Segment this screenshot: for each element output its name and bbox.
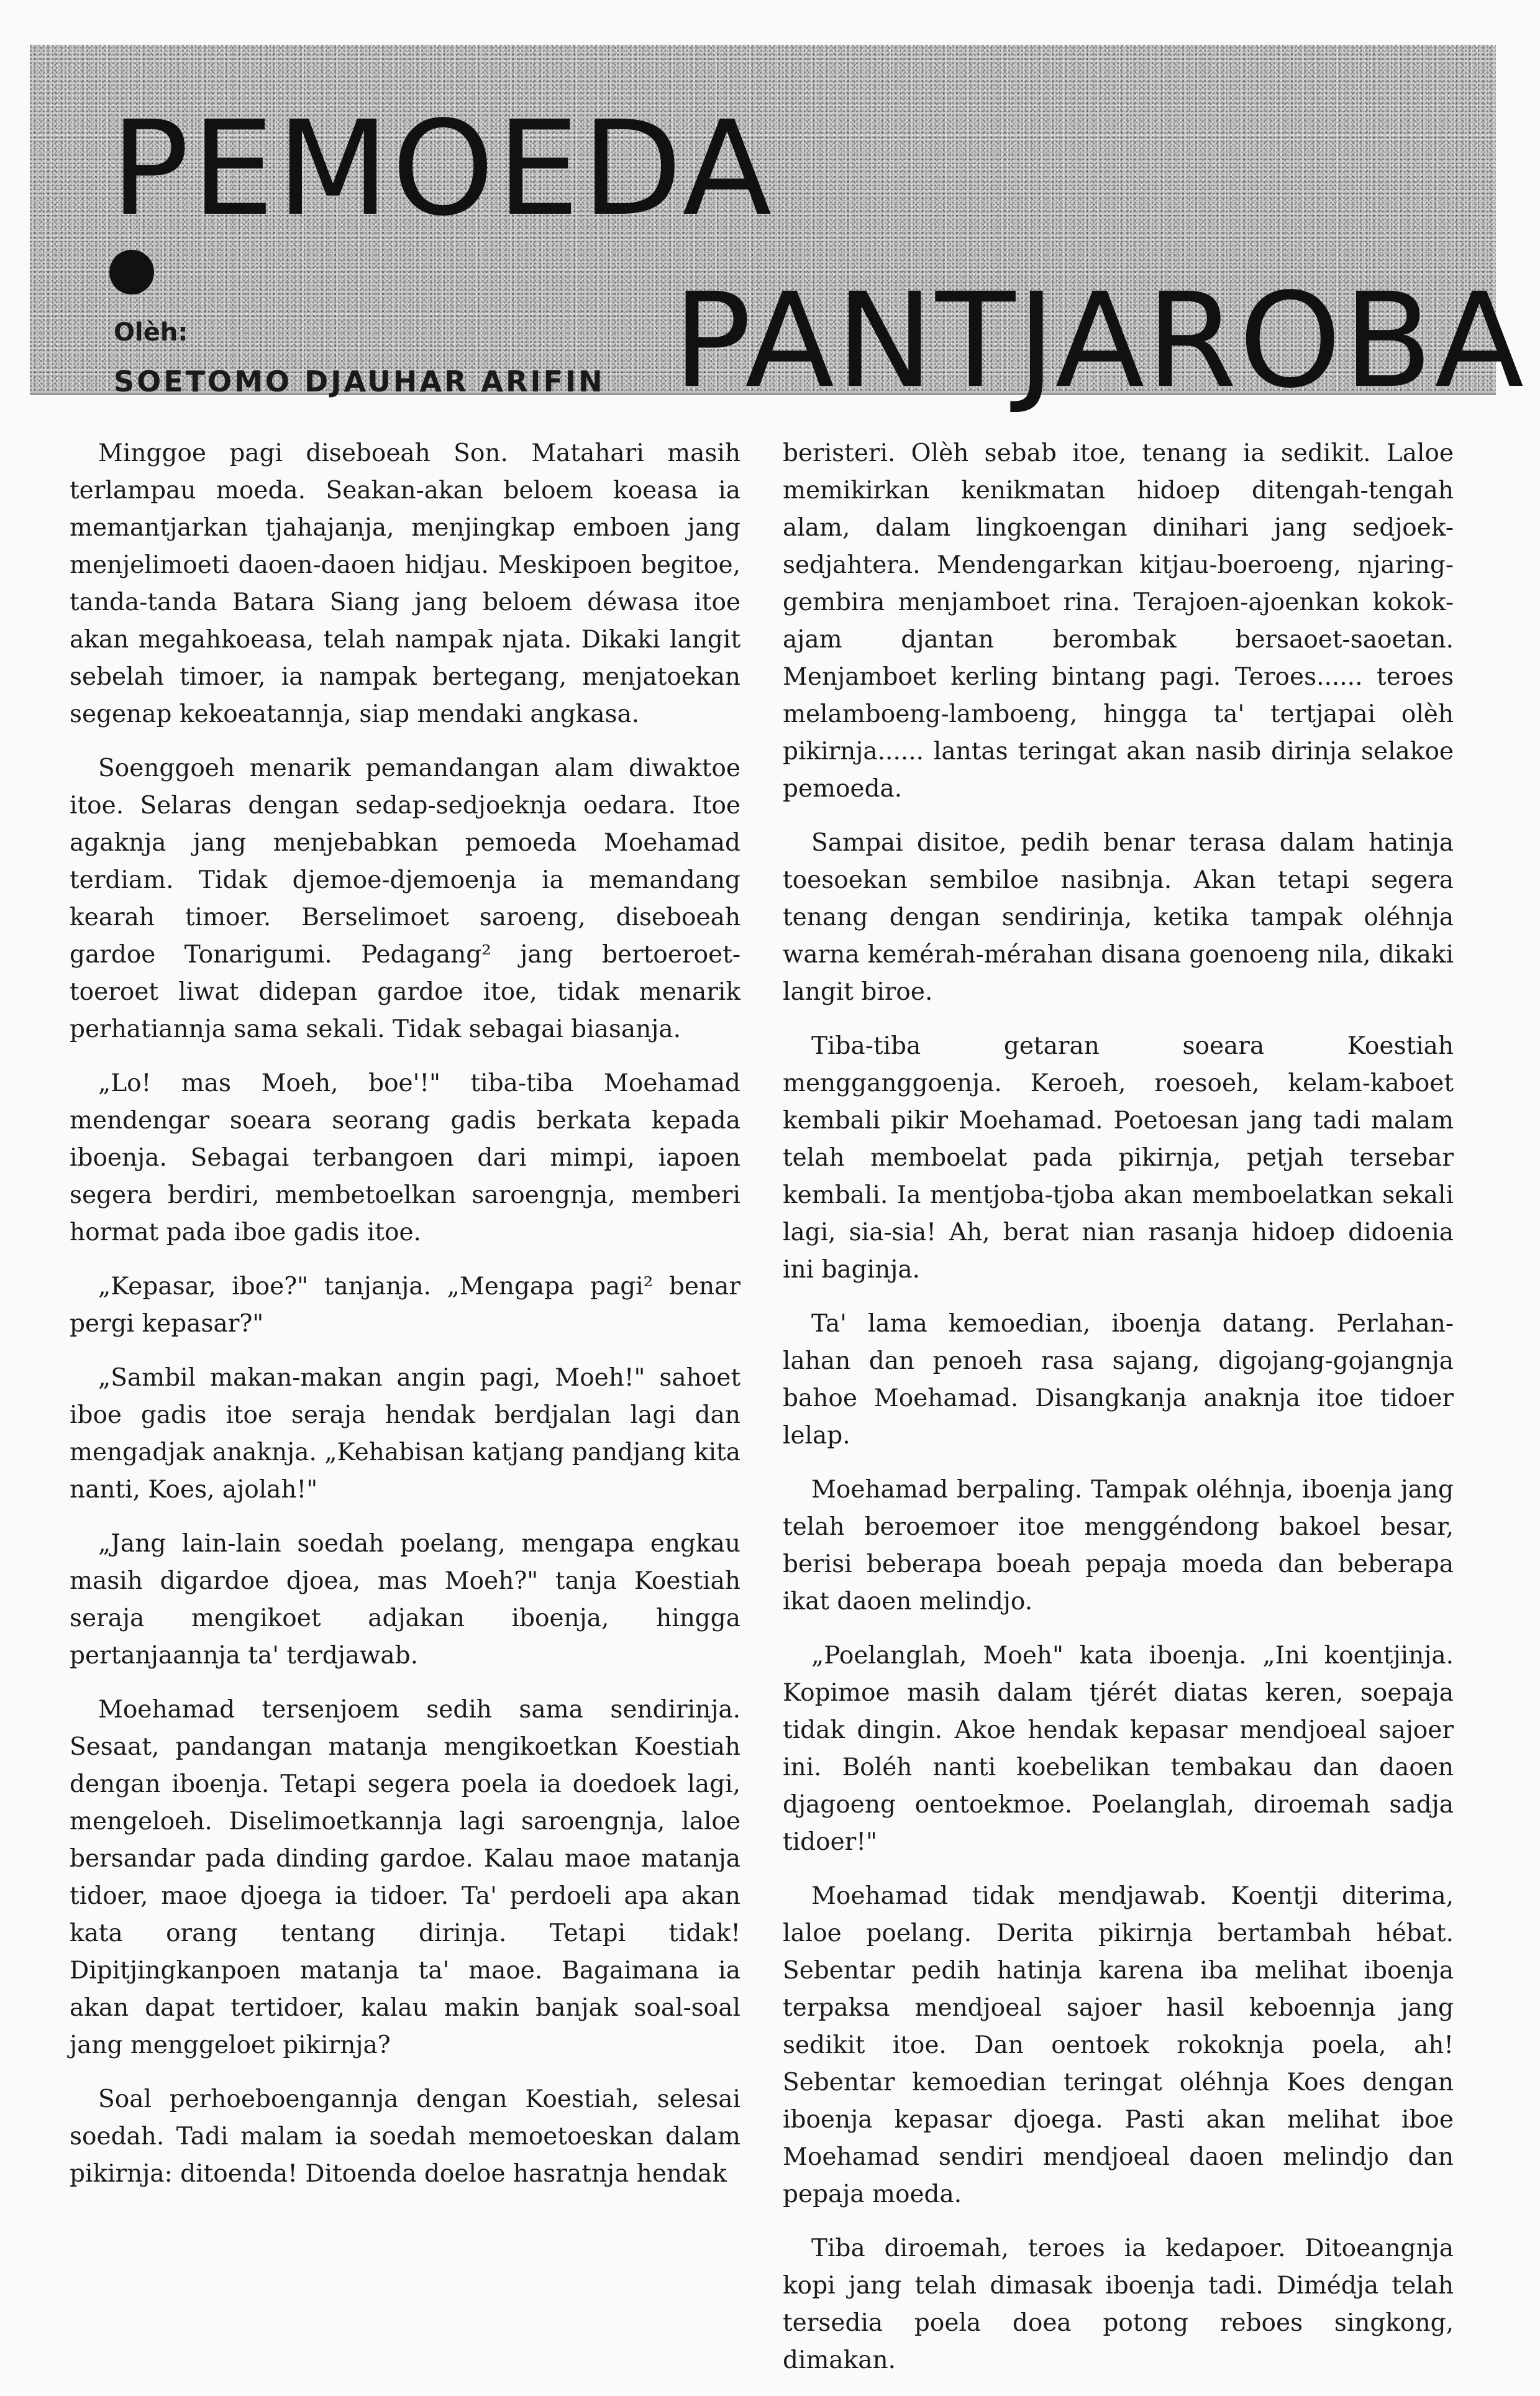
right-text-column (783, 435, 1454, 2396)
left-text-column (70, 435, 740, 2210)
paragraph: „Kepasar, iboe?" tanjanja. „Mengapa pagi² benar pergi kepasar?" (70, 1273, 740, 1338)
paragraph: Minggoe pagi diseboeah Son. Matahari masih terlampau moeda. Seakan-akan beloem koeasa ia memantjarkan tjahajanja, menjingkap emboen jang menjelimoeti daoen-daoen hidjau. Meskipoen begitoe, tanda-tanda Batara Siang jang beloem déwasa itoe akan megahkoeasa, telah nampak njata. Dikaki langit sebelah timoer, ia nampak bertegang, menjatoekan segenap kekoeatannja, siap mendaki angkasa. (70, 439, 740, 728)
paragraph: Soenggoeh menarik pemandangan alam diwaktoe itoe. Selaras dengan sedap-sedjoeknja oedara. Itoe agaknja jang menjebabkan pemoeda Moehamad terdiam. Tidak djemoe-djemoenja ia memandang kearah timoer. Berselimoet saroeng, diseboeah gardoe Tonarigumi. Pedagang² jang bertoeroet-toeroet liwat didepan gardoe itoe, tidak menarik perhatiannja sama sekali. Tidak sebagai biasanja. (70, 754, 740, 1043)
title-line-1: PEMOEDA (111, 93, 775, 245)
paragraph: Moehamad tersenjoem sedih sama sendirinja. Sesaat, pandangan matanja mengikoetkan Koestiah dengan iboenja. Tetapi segera poela ia doedoek lagi, mengeloeh. Diselimoetkannja lagi saroengnja, laloe bersandar pada dinding gardoe. Kalau maoe matanja tidoer, maoe djoega ia tidoer. Ta' perdoeli apa akan kata orang tentang dirinja. Tetapi tidak! Dipitjingkanpoen matanja ta' maoe. Bagaimana ia akan dapat tertidoer, kalau makin banjak soal-soal jang menggeloet pikirnja? (70, 1696, 740, 2059)
paragraph: Tiba diroemah, teroes ia kedapoer. Ditoeangnja kopi jang telah dimasak iboenja tadi. Dimédja telah tersedia poela doea potong reboes singkong, dimakan. (783, 2234, 1454, 2374)
paragraph: beristeri. Olèh sebab itoe, tenang ia sedikit. Laloe memikirkan kenikmatan hidoep ditengah-tengah alam, dalam lingkoengan dinihari jang sedjoek-sedjahtera. Mendengarkan kitjau-boeroeng, njaring-gembira menjamboet rina. Terajoen-ajoenkan kokok-ajam djantan berombak bersaoet-saoetan. Menjamboet kerling bintang pagi. Teroes...... teroes melamboeng-lamboeng, hingga ta' tertjapai olèh pikirnja...... lantas teringat akan nasib dirinja selakoe pemoeda. (783, 439, 1454, 803)
paragraph: „Jang lain-lain soedah poelang, mengapa engkau masih digardoe djoea, mas Moeh?" tanja Koestiah seraja mengikoet adjakan iboenja, hingga pertanjaannja ta' terdjawab. (70, 1530, 740, 1670)
bullet-dot-icon (109, 250, 154, 295)
paragraph: Tiba-tiba getaran soeara Koestiah mengganggoenja. Keroeh, roesoeh, kelam-kaboet kembali pikir Moehamad. Poetoesan jang tadi malam telah memboelat pada pikirnja, petjah tersebar kembali. Ia mentjoba-tjoba akan memboelatkan sekali lagi, sia-sia! Ah, berat nian rasanja hidoep didoenia ini baginja. (783, 1032, 1454, 1284)
paragraph: Moehamad berpaling. Tampak oléhnja, iboenja jang telah beroemoer itoe menggéndong bakoel besar, berisi beberapa boeah pepaja moeda dan beberapa ikat daoen melindjo. (783, 1476, 1454, 1616)
author-name: SOETOMO DJAUHAR ARIFIN (114, 365, 605, 398)
paragraph: „Poelanglah, Moeh" kata iboenja. „Ini koentjinja. Kopimoe masih dalam tjérét diatas keren, soepaja tidak dingin. Akoe hendak kepasar mendjoeal sajoer ini. Boléh nanti koebelikan tembakau dan daoen djagoeng oentoekmoe. Poelanglah, diroemah sadja tidoer!" (783, 1642, 1454, 1856)
paragraph: Ta' lama kemoedian, iboenja datang. Perlahan-lahan dan penoeh rasa sajang, digojang-gojangnja bahoe Moehamad. Disangkanja anaknja itoe tidoer lelap. (783, 1310, 1454, 1450)
title-line-2: PANTJAROBA (673, 265, 1526, 417)
byline-label: Olèh: (114, 318, 188, 347)
header-banner (30, 45, 1526, 417)
paragraph: „Sambil makan-makan angin pagi, Moeh!" sahoet iboe gadis itoe seraja hendak berdjalan lagi dan mengadjak anaknja. „Kehabisan katjang pandjang kita nanti, Koes, ajolah!" (70, 1364, 740, 1504)
paragraph: Soal perhoeboengannja dengan Koestiah, selesai soedah. Tadi malam ia soedah memoetoeskan dalam pikirnja: ditoenda! Ditoenda doeloe hasratnja hendak (70, 2085, 740, 2188)
paragraph: „Lo! mas Moeh, boe'!" tiba-tiba Moehamad mendengar soeara seorang gadis berkata kepada iboenja. Sebagai terbangoen dari mimpi, iapoen segera berdiri, membetoelkan saroengnja, memberi hormat pada iboe gadis itoe. (70, 1069, 740, 1246)
paragraph: Sampai disitoe, pedih benar terasa dalam hatinja toesoekan sembiloe nasibnja. Akan tetapi segera tenang dengan sendirinja, ketika tampak oléhnja warna kemérah-mérahan disana goenoeng nila, dikaki langit biroe. (783, 829, 1454, 1006)
paragraph: Moehamad tidak mendjawab. Koentji diterima, laloe poelang. Derita pikirnja bertambah hébat. Sebentar pedih hatinja karena iba melihat iboenja terpaksa mendjoeal sajoer hasil keboennja jang sedikit itoe. Dan oentoek rokoknja poela, ah! Sebentar kemoedian teringat oléhnja Koes dengan iboenja kepasar djoega. Pasti akan melihat iboe Moehamad sendiri mendjoeal daoen melindjo dan pepaja moeda. (783, 1882, 1454, 2208)
